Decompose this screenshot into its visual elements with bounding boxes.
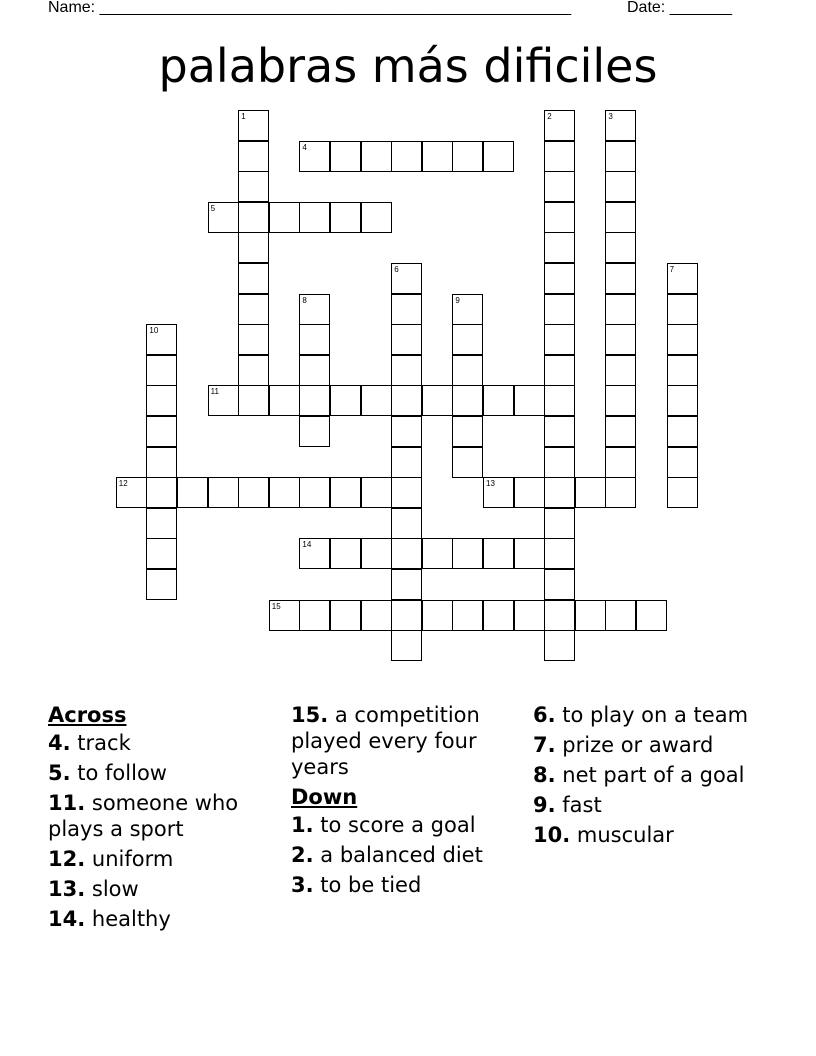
crossword-cell[interactable] xyxy=(330,141,361,172)
crossword-cell[interactable] xyxy=(238,232,269,263)
clues-column-3 xyxy=(533,702,773,852)
crossword-cell[interactable] xyxy=(667,355,698,386)
clue-number: 13 xyxy=(486,479,495,489)
crossword-cell[interactable] xyxy=(238,202,269,233)
crossword-cell[interactable] xyxy=(299,416,330,447)
clue-down-10: 10. muscular xyxy=(533,823,674,847)
crossword-cell[interactable] xyxy=(330,600,361,631)
crossword-cell[interactable] xyxy=(452,538,483,569)
crossword-cell[interactable] xyxy=(667,385,698,416)
crossword-cell[interactable] xyxy=(514,385,545,416)
crossword-cell[interactable] xyxy=(330,538,361,569)
crossword-cell[interactable] xyxy=(177,477,208,508)
crossword-cell[interactable] xyxy=(146,324,177,355)
crossword-cell[interactable] xyxy=(238,263,269,294)
crossword-cell[interactable] xyxy=(605,477,636,508)
clue-number: 9 xyxy=(455,295,460,305)
crossword-cell[interactable] xyxy=(330,477,361,508)
crossword-cell[interactable] xyxy=(544,141,575,172)
crossword-cell[interactable] xyxy=(208,202,239,233)
crossword-cell[interactable] xyxy=(330,202,361,233)
crossword-cell[interactable] xyxy=(605,416,636,447)
crossword-cell[interactable] xyxy=(116,477,147,508)
crossword-cell[interactable] xyxy=(391,385,422,416)
crossword-cell[interactable] xyxy=(544,171,575,202)
clues-column-1 xyxy=(48,702,288,936)
crossword-cell[interactable] xyxy=(544,263,575,294)
clue-down-7: 7. prize or award xyxy=(533,733,714,757)
crossword-cell[interactable] xyxy=(605,232,636,263)
crossword-cell[interactable] xyxy=(391,294,422,325)
page-title: palabras más dificiles xyxy=(158,39,658,93)
date-field-label: Date: _______ xyxy=(627,0,732,16)
crossword-cell[interactable] xyxy=(544,477,575,508)
crossword-cell[interactable] xyxy=(391,600,422,631)
crossword-cell[interactable] xyxy=(391,508,422,539)
crossword-cell[interactable] xyxy=(146,385,177,416)
crossword-cell[interactable] xyxy=(605,355,636,386)
crossword-cell[interactable] xyxy=(269,202,300,233)
crossword-cell[interactable] xyxy=(238,355,269,386)
crossword-cell[interactable] xyxy=(238,324,269,355)
crossword-cell[interactable] xyxy=(667,324,698,355)
crossword-cell[interactable] xyxy=(483,385,514,416)
crossword-cell[interactable] xyxy=(146,477,177,508)
crossword-cell[interactable] xyxy=(299,294,330,325)
crossword-cell[interactable] xyxy=(146,355,177,386)
crossword-cell[interactable] xyxy=(361,385,392,416)
crossword-cell[interactable] xyxy=(361,600,392,631)
crossword-cell[interactable] xyxy=(238,171,269,202)
crossword-cell[interactable] xyxy=(667,294,698,325)
crossword-cell[interactable] xyxy=(146,508,177,539)
clue-across-4: 4. track xyxy=(48,731,131,755)
crossword-cell[interactable] xyxy=(208,477,239,508)
crossword-cell[interactable] xyxy=(452,294,483,325)
crossword-cell[interactable] xyxy=(544,416,575,447)
crossword-cell[interactable] xyxy=(238,477,269,508)
crossword-cell[interactable] xyxy=(238,385,269,416)
crossword-cell[interactable] xyxy=(544,202,575,233)
crossword-cell[interactable] xyxy=(605,141,636,172)
crossword-cell[interactable] xyxy=(146,447,177,478)
crossword-cell[interactable] xyxy=(544,538,575,569)
crossword-cell[interactable] xyxy=(238,110,269,141)
crossword-cell[interactable] xyxy=(544,447,575,478)
crossword-cell[interactable] xyxy=(605,385,636,416)
crossword-cell[interactable] xyxy=(238,141,269,172)
crossword-cell[interactable] xyxy=(544,630,575,661)
crossword-cell[interactable] xyxy=(514,600,545,631)
crossword-cell[interactable] xyxy=(422,600,453,631)
crossword-cell[interactable] xyxy=(605,294,636,325)
crossword-cell[interactable] xyxy=(391,355,422,386)
crossword-cell[interactable] xyxy=(452,600,483,631)
clue-number: 12 xyxy=(118,479,128,489)
crossword-cell[interactable] xyxy=(146,538,177,569)
clue-number: 15 xyxy=(271,601,281,611)
crossword-cell[interactable] xyxy=(299,385,330,416)
crossword-cell[interactable] xyxy=(391,538,422,569)
clue-down-6: 6. to play on a team xyxy=(533,703,749,727)
crossword-cell[interactable] xyxy=(146,416,177,447)
crossword-cell[interactable] xyxy=(544,324,575,355)
name-field-label: Name: _____________________________________________________ xyxy=(48,0,572,16)
crossword-cell[interactable] xyxy=(544,110,575,141)
clue-down-9: 9. fast xyxy=(533,793,602,817)
crossword-cell[interactable] xyxy=(544,600,575,631)
clue-across-14: 14. healthy xyxy=(48,907,171,931)
clue-down-8: 8. net part of a goal xyxy=(533,763,745,787)
crossword-cell[interactable] xyxy=(391,630,422,661)
crossword-cell[interactable] xyxy=(391,569,422,600)
crossword-cell[interactable] xyxy=(605,263,636,294)
crossword-cell[interactable] xyxy=(667,477,698,508)
crossword-cell[interactable] xyxy=(422,141,453,172)
crossword-cell[interactable] xyxy=(514,477,545,508)
crossword-cell[interactable] xyxy=(483,141,514,172)
crossword-cell[interactable] xyxy=(299,600,330,631)
clue-number: 8 xyxy=(302,295,307,305)
clue-down-1: 1. to score a goal xyxy=(291,813,476,837)
crossword-cell[interactable] xyxy=(544,294,575,325)
crossword-cell[interactable] xyxy=(605,600,636,631)
crossword-cell[interactable] xyxy=(452,324,483,355)
clue-across-15: 15. a competition played every four years xyxy=(291,703,480,779)
clue-number: 2 xyxy=(547,112,552,121)
clue-across-11: 11. someone who plays a sport xyxy=(48,791,239,841)
clue-number: 1 xyxy=(241,112,246,121)
clue-across-13: 13. slow xyxy=(48,877,139,901)
crossword-cell[interactable] xyxy=(299,477,330,508)
crossword-cell[interactable] xyxy=(299,538,330,569)
crossword-cell[interactable] xyxy=(514,538,545,569)
crossword-cell[interactable] xyxy=(299,141,330,172)
crossword-cell[interactable] xyxy=(605,171,636,202)
crossword-cell[interactable] xyxy=(544,569,575,600)
crossword-cell[interactable] xyxy=(605,202,636,233)
crossword-cell[interactable] xyxy=(452,141,483,172)
crossword-cell[interactable] xyxy=(452,385,483,416)
clue-number: 3 xyxy=(608,112,613,121)
crossword-cell[interactable] xyxy=(605,447,636,478)
clue-number: 7 xyxy=(669,265,675,274)
clue-down-3: 3. to be tied xyxy=(291,873,422,897)
across-heading: Across xyxy=(48,703,127,727)
crossword-cell[interactable] xyxy=(483,477,514,508)
clue-number: 5 xyxy=(210,203,216,213)
clue-down-2: 2. a balanced diet xyxy=(291,843,483,867)
crossword-cell[interactable] xyxy=(605,324,636,355)
crossword-cell[interactable] xyxy=(330,385,361,416)
crossword-cell[interactable] xyxy=(299,202,330,233)
crossword-cell[interactable] xyxy=(391,477,422,508)
crossword-cell[interactable] xyxy=(605,110,636,141)
down-heading: Down xyxy=(291,785,358,809)
crossword-cell[interactable] xyxy=(299,355,330,386)
crossword-cell[interactable] xyxy=(391,447,422,478)
crossword-cell[interactable] xyxy=(667,263,698,294)
crossword-cell[interactable] xyxy=(452,355,483,386)
crossword-cell[interactable] xyxy=(361,477,392,508)
crossword-cell[interactable] xyxy=(269,600,300,631)
crossword-cell[interactable] xyxy=(544,355,575,386)
crossword-cell[interactable] xyxy=(422,385,453,416)
clues-column-2 xyxy=(291,702,523,902)
crossword-cell[interactable] xyxy=(238,294,269,325)
crossword-cell[interactable] xyxy=(146,569,177,600)
crossword-cell[interactable] xyxy=(636,600,667,631)
crossword-cell[interactable] xyxy=(391,416,422,447)
clue-number: 6 xyxy=(394,265,399,274)
clue-number: 14 xyxy=(302,540,312,550)
crossword-cell[interactable] xyxy=(575,477,606,508)
crossword-cell[interactable] xyxy=(667,416,698,447)
crossword-cell[interactable] xyxy=(391,324,422,355)
crossword-cell[interactable] xyxy=(544,385,575,416)
crossword-cell[interactable] xyxy=(208,385,239,416)
crossword-cell[interactable] xyxy=(391,141,422,172)
crossword-cell[interactable] xyxy=(361,202,392,233)
clue-across-5: 5. to follow xyxy=(48,761,167,785)
clue-across-12: 12. uniform xyxy=(48,847,174,871)
crossword-cell[interactable] xyxy=(391,263,422,294)
crossword-cell[interactable] xyxy=(575,600,606,631)
crossword-cell[interactable] xyxy=(544,232,575,263)
clue-number: 10 xyxy=(149,326,159,336)
clue-number: 11 xyxy=(210,387,219,397)
crossword-cell[interactable] xyxy=(299,324,330,355)
crossword-cell[interactable] xyxy=(483,600,514,631)
crossword-cell[interactable] xyxy=(452,447,483,478)
crossword-cell[interactable] xyxy=(667,447,698,478)
crossword-cell[interactable] xyxy=(452,416,483,447)
crossword-cell[interactable] xyxy=(361,141,392,172)
crossword-cell[interactable] xyxy=(269,477,300,508)
crossword-cell[interactable] xyxy=(422,538,453,569)
clue-number: 4 xyxy=(302,142,307,152)
crossword-cell[interactable] xyxy=(544,508,575,539)
crossword-cell[interactable] xyxy=(361,538,392,569)
crossword-cell[interactable] xyxy=(269,385,300,416)
crossword-cell[interactable] xyxy=(483,538,514,569)
